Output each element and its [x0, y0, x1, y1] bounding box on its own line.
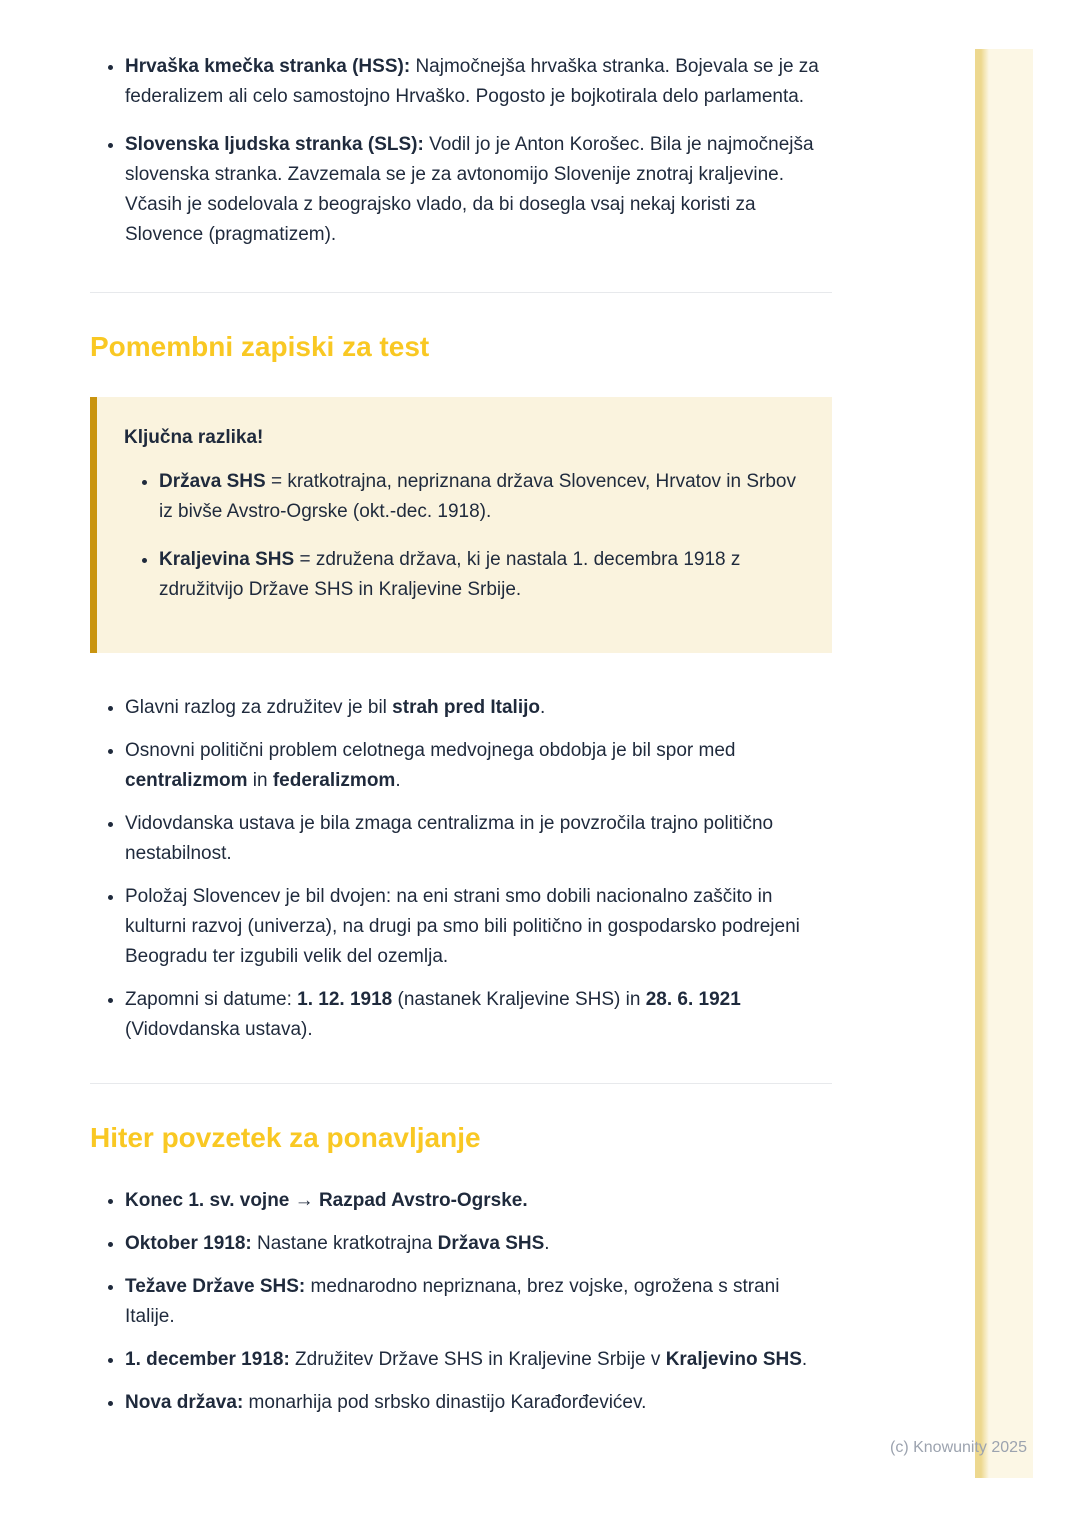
list-item: • Oktober 1918: Nastane kratkotrajna Država SHS.	[125, 1229, 832, 1259]
list-item: • 1. december 1918: Združitev Države SHS in Kraljevine Srbije v Kraljevino SHS.	[125, 1345, 832, 1375]
list-item: • Konec 1. sv. vojne → Razpad Avstro-Ogrske.	[125, 1186, 832, 1216]
section-heading-summary: Hiter povzetek za ponavljanje	[90, 1122, 481, 1153]
list-item: • Položaj Slovencev je bil dvojen: na eni strani smo dobili nacionalno zaščito in kulturni razvoj (univerza), na drugi pa smo bili politično in gospodarsko podrejeni Beogradu ter izgubili velik del ozemlja.	[125, 882, 832, 972]
list-item: • Nova država: monarhija pod srbsko dinastijo Karađorđevićev.	[125, 1388, 832, 1418]
document-body	[90, 0, 832, 1431]
party-list	[90, 52, 832, 250]
callout-title: Ključna razlika!	[124, 427, 264, 448]
list-item: • Kraljevina SHS = združena država, ki je nastala 1. decembra 1918 z združitvijo Države SHS in Kraljevine Srbije.	[159, 545, 800, 605]
section-heading-notes: Pomembni zapiski za test	[90, 331, 430, 362]
section-divider	[90, 292, 832, 293]
key-difference-callout	[90, 397, 832, 653]
summary-list	[90, 1186, 832, 1418]
page-edge-stripe	[975, 49, 1033, 1478]
section-divider	[90, 1083, 832, 1084]
list-item: • Težave Države SHS: mednarodno nepriznana, brez vojske, ogrožena s strani Italije.	[125, 1272, 832, 1332]
list-item: • Zapomni si datume: 1. 12. 1918 (nastanek Kraljevine SHS) in 28. 6. 1921 (Vidovdanska ustava).	[125, 985, 832, 1045]
list-item: • Slovenska ljudska stranka (SLS): Vodil jo je Anton Korošec. Bila je najmočnejša slovenska stranka. Zavzemala se je za avtonomijo Slovenije znotraj kraljevine. Včasih je sodelovala z beograjsko vlado, da bi dosegla vsaj nekaj koristi za Slovence (pragmatizem).	[125, 130, 832, 250]
list-item: • Vidovdanska ustava je bila zmaga centralizma in je povzročila trajno politično nestabilnost.	[125, 809, 832, 869]
watermark: (c) Knowunity 2025	[890, 1439, 1027, 1456]
notes-list	[90, 693, 832, 1045]
list-item: • Hrvaška kmečka stranka (HSS): Najmočnejša hrvaška stranka. Bojevala se je za federalizem ali celo samostojno Hrvaško. Pogosto je bojkotirala delo parlamenta.	[125, 52, 832, 112]
callout-list	[124, 467, 800, 605]
list-item: • Država SHS = kratkotrajna, nepriznana država Slovencev, Hrvatov in Srbov iz bivše Avstro-Ogrske (okt.-dec. 1918).	[159, 467, 800, 527]
list-item: • Osnovni politični problem celotnega medvojnega obdobja je bil spor med centralizmom in federalizmom.	[125, 736, 832, 796]
list-item: • Glavni razlog za združitev je bil strah pred Italijo.	[125, 693, 832, 723]
